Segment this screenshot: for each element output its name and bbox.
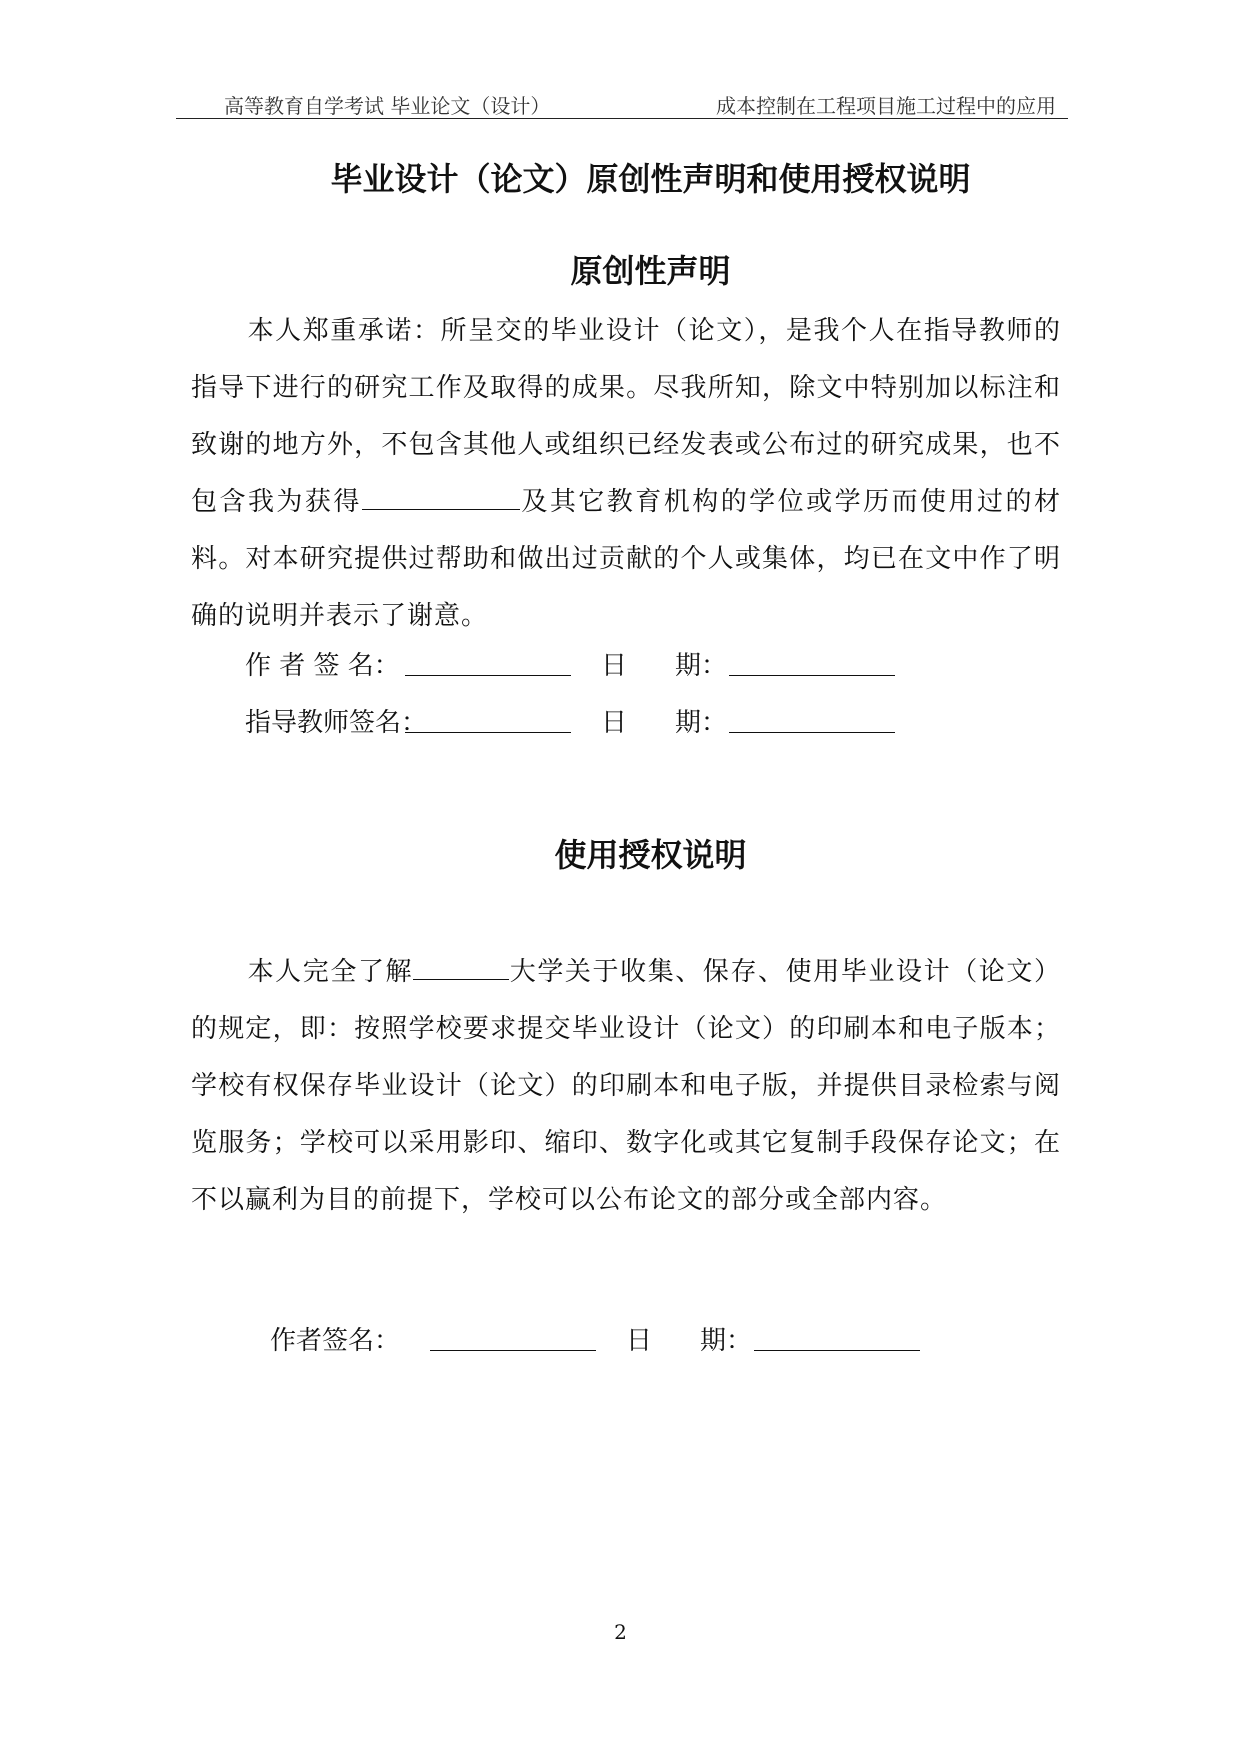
page-header [176, 86, 1068, 118]
author-date-line [729, 645, 895, 676]
authorization-signature-row [270, 1320, 1030, 1360]
authorization-text-part2: 大学关于收集、保存、使用毕业设计（论文）的规定，即：按照学校要求提交毕业设计（论文）的印刷本和电子版本；学校有权保存毕业设计（论文）的印刷本和电子版，并提供目录检索与阅览服务；学校可以采用影印、缩印、数字化或其它复制手段保存论文；在不以赢利为目的前提下，学校可以公布论文的部分或全部内容。 [191, 957, 1061, 1215]
originality-paragraph [191, 303, 1061, 645]
advisor-signature-row [245, 702, 1005, 742]
header-left-text: 高等教育自学考试 毕业论文（设计） [224, 94, 551, 118]
author-signature-label: 作 者 签 名： [245, 651, 400, 681]
header-divider [176, 118, 1068, 119]
originality-heading: 原创性声明 [570, 252, 731, 290]
authorization-signature-line [430, 1320, 596, 1351]
authorization-heading: 使用授权说明 [554, 836, 747, 874]
date-label-ri: 日 [601, 708, 628, 738]
originality-text-part1: 本人郑重承诺：所呈交的毕业设计（论文），是我个人在指导教师的指导下进行的研究工作及取得的成果。尽我所知，除文中特别加以标注和致谢的地方外，不包含其他人或组织已经发表或公布过的研究成果，也不包含我为获得 [191, 316, 1061, 517]
originality-text-part2: 及其它教育机构的学位或学历而使用过的材料。对本研究提供过帮助和做出过贡献的个人或集体，均已在文中作了明确的说明并表示了谢意。 [191, 487, 1061, 631]
page-number: 2 [614, 1620, 627, 1644]
advisor-date-line [729, 702, 895, 733]
date-label-qi: 期： [675, 651, 728, 681]
fill-in-blank [362, 483, 520, 510]
authorization-date-line [754, 1320, 920, 1351]
author-signature-row [245, 645, 1005, 685]
date-label-qi: 期： [675, 708, 728, 738]
header-right-text: 成本控制在工程项目施工过程中的应用 [716, 94, 1056, 118]
authorization-author-label: 作者签名： [270, 1326, 401, 1356]
advisor-signature-line [405, 702, 571, 733]
advisor-signature-label: 指导教师签名： [245, 708, 428, 738]
author-signature-line [405, 645, 571, 676]
date-label-qi: 期： [700, 1326, 753, 1356]
document-title: 毕业设计（论文）原创性声明和使用授权说明 [330, 160, 971, 198]
date-label-ri: 日 [626, 1326, 653, 1356]
fill-in-blank [413, 953, 509, 980]
date-label-ri: 日 [601, 651, 628, 681]
authorization-text-part1: 本人完全了解 [247, 957, 414, 987]
authorization-paragraph [191, 944, 1061, 1229]
